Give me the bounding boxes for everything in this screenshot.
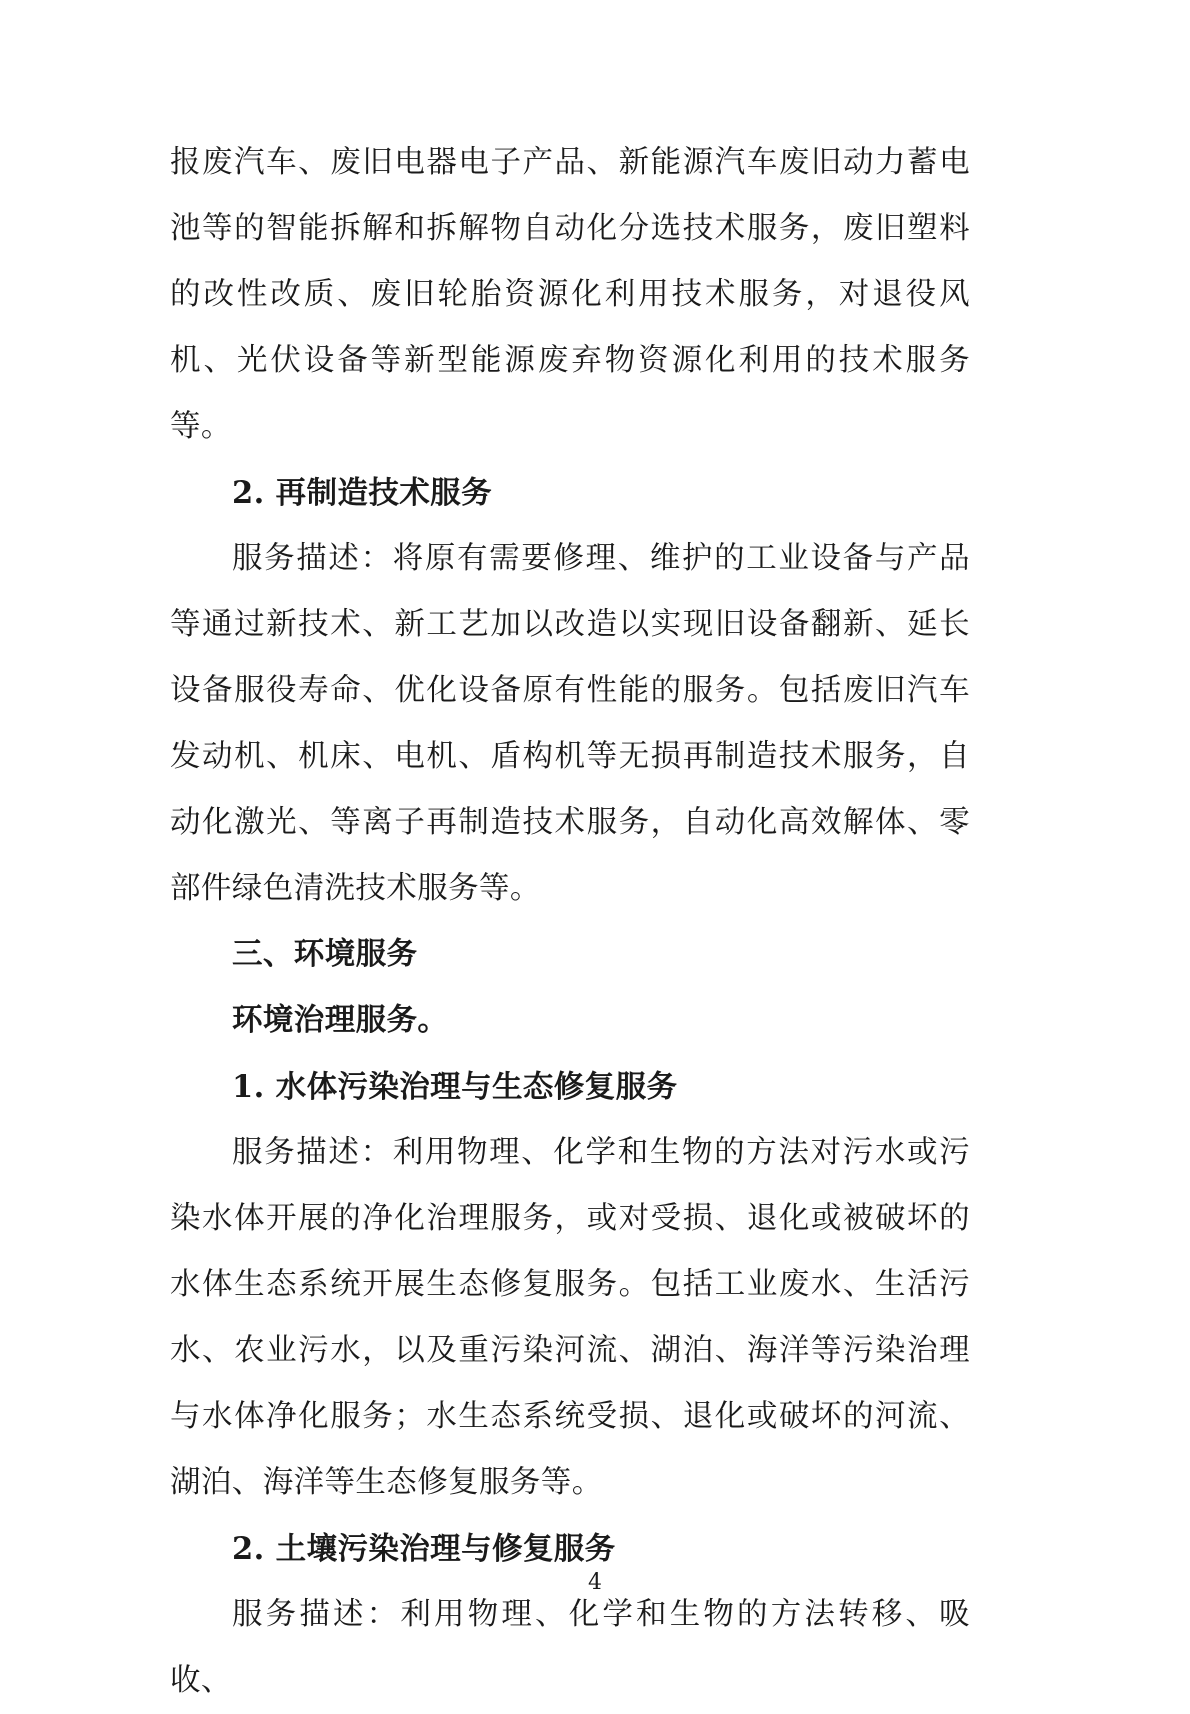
paragraph-soil-pollution-description: 服务描述：利用物理、化学和生物的方法转移、吸收、 bbox=[170, 1597, 970, 1698]
heading-number: 2. bbox=[232, 1531, 265, 1567]
heading-environmental-governance: 环境治理服务。 bbox=[232, 1003, 449, 1038]
heading-text: 土壤污染治理与修复服务 bbox=[275, 1531, 616, 1567]
heading-water-pollution-service bbox=[170, 1054, 970, 1120]
page-number: 4 bbox=[588, 1570, 602, 1595]
heading-text: 水体污染治理与生态修复服务 bbox=[275, 1069, 678, 1105]
heading-environmental-services: 三、环境服务 bbox=[232, 937, 418, 972]
heading-number: 1. bbox=[232, 1069, 265, 1105]
heading-text: 再制造技术服务 bbox=[275, 475, 492, 511]
page-content bbox=[170, 130, 970, 1714]
heading-remanufacturing-service bbox=[170, 460, 970, 526]
paragraph-remanufacturing-description: 服务描述：将原有需要修理、维护的工业设备与产品等通过新技术、新工艺加以改造以实现旧设备翻新、延长设备服役寿命、优化设备原有性能的服务。包括废旧汽车发动机、机床、电机、盾构机等无损再制造技术服务，自动化激光、等离子再制造技术服务，自动化高效解体、零部件绿色清洗技术服务等。 bbox=[170, 541, 970, 906]
heading-number: 2. bbox=[232, 475, 265, 511]
paragraph-water-pollution-description: 服务描述：利用物理、化学和生物的方法对污水或污染水体开展的净化治理服务，或对受损、退化或被破坏的水体生态系统开展生态修复服务。包括工业废水、生活污水、农业污水，以及重污染河流、湖泊、海洋等污染治理与水体净化服务；水生态系统受损、退化或破坏的河流、湖泊、海洋等生态修复服务等。 bbox=[170, 1135, 970, 1500]
paragraph-dismantling-continued: 报废汽车、废旧电器电子产品、新能源汽车废旧动力蓄电池等的智能拆解和拆解物自动化分选技术服务，废旧塑料的改性改质、废旧轮胎资源化利用技术服务，对退役风机、光伏设备等新型能源废弃物资源化利用的技术服务等。 bbox=[170, 145, 970, 444]
